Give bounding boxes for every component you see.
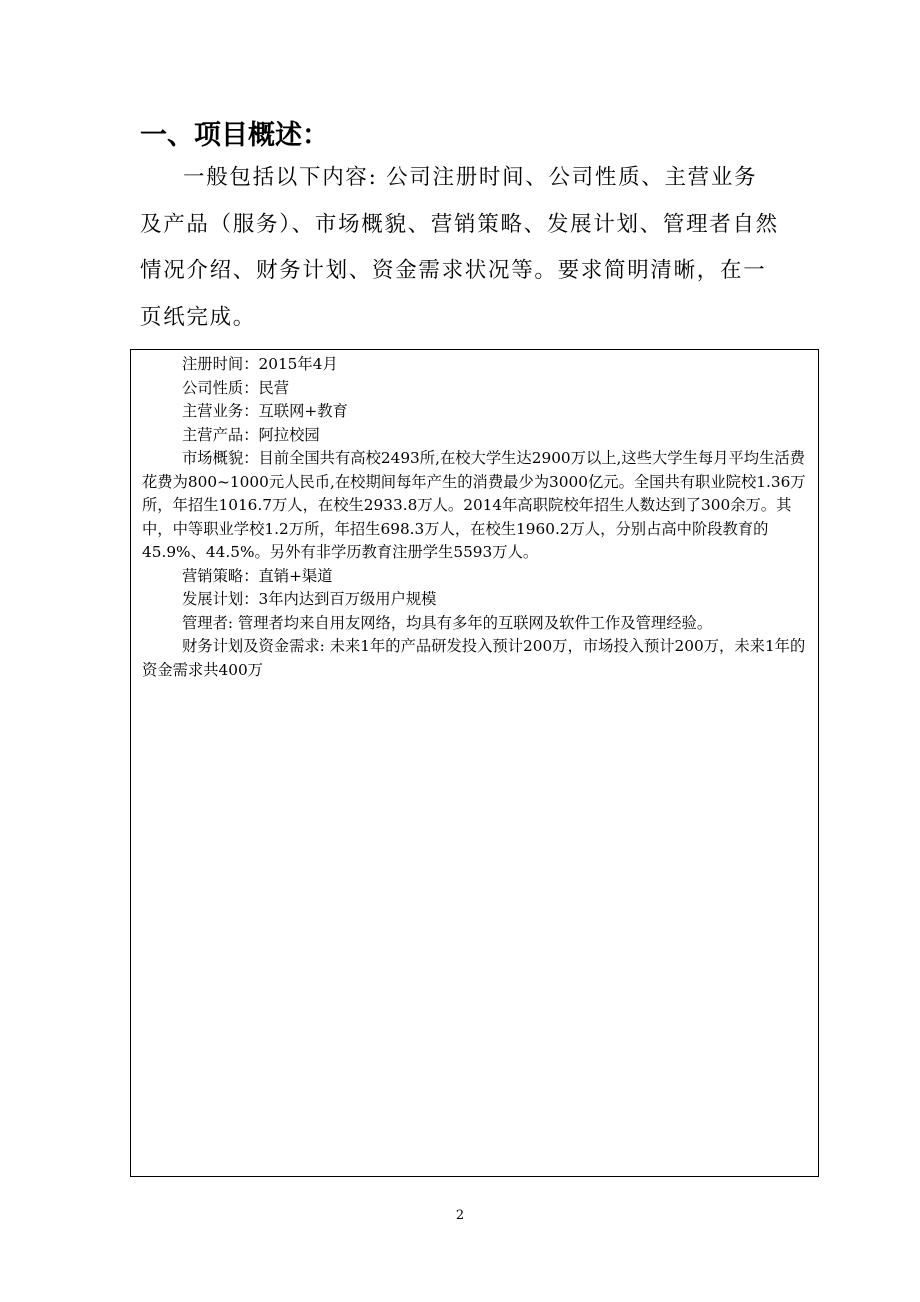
overview-box [130, 349, 819, 1177]
overview-content [142, 353, 817, 682]
finance-paragraph: 财务计划及资金需求: 未来1年的产品研发投入预计200万，市场投入预计200万，未来1年的资金需求共400万 [142, 637, 806, 679]
marketing-line: 营销策略：直销+渠道 [182, 566, 333, 585]
management-line: 管理者: 管理者均来自用友网络，均具有多年的互联网及软件工作及管理经验。 [182, 613, 713, 632]
development-line: 发展计划：3年内达到百万级用户规模 [182, 590, 437, 608]
section-heading: 一、项目概述： [140, 120, 329, 151]
page-number: 2 [455, 1208, 465, 1223]
product-line: 主营产品：阿拉校园 [182, 425, 320, 444]
business-line: 主营业务：互联网+教育 [182, 402, 348, 420]
nature-line: 公司性质：民营 [182, 378, 290, 397]
intro-text: 一般包括以下内容: 公司注册时间、公司性质、主营业务及产品（服务）、市场概貌、营销策略、发展计划、管理者自然情况介绍、财务计划、资金需求状况等。要求简明清晰，在一页纸完成。 [140, 165, 779, 330]
intro-paragraph [140, 155, 780, 341]
registration-line: 注册时间：2015年4月 [182, 355, 338, 373]
market-paragraph: 市场概貌：目前全国共有高校2493所,在校大学生达2900万以上,这些大学生每月平均生活费花费为800~1000元人民币,在校期间每年产生的消费最少为3000亿元。全国共有职业院校1.36万所，年招生1016.7万人，在校生2933.8万人。2014年高职院校年招生人数达到了300余万。其中，中等职业学校1.2万所，年招生698.3万人，在校生1960.2万人，分别占高中阶段教育的45.9%、44.5%。另外有非学历教育注册学生5593万人。 [142, 449, 806, 561]
